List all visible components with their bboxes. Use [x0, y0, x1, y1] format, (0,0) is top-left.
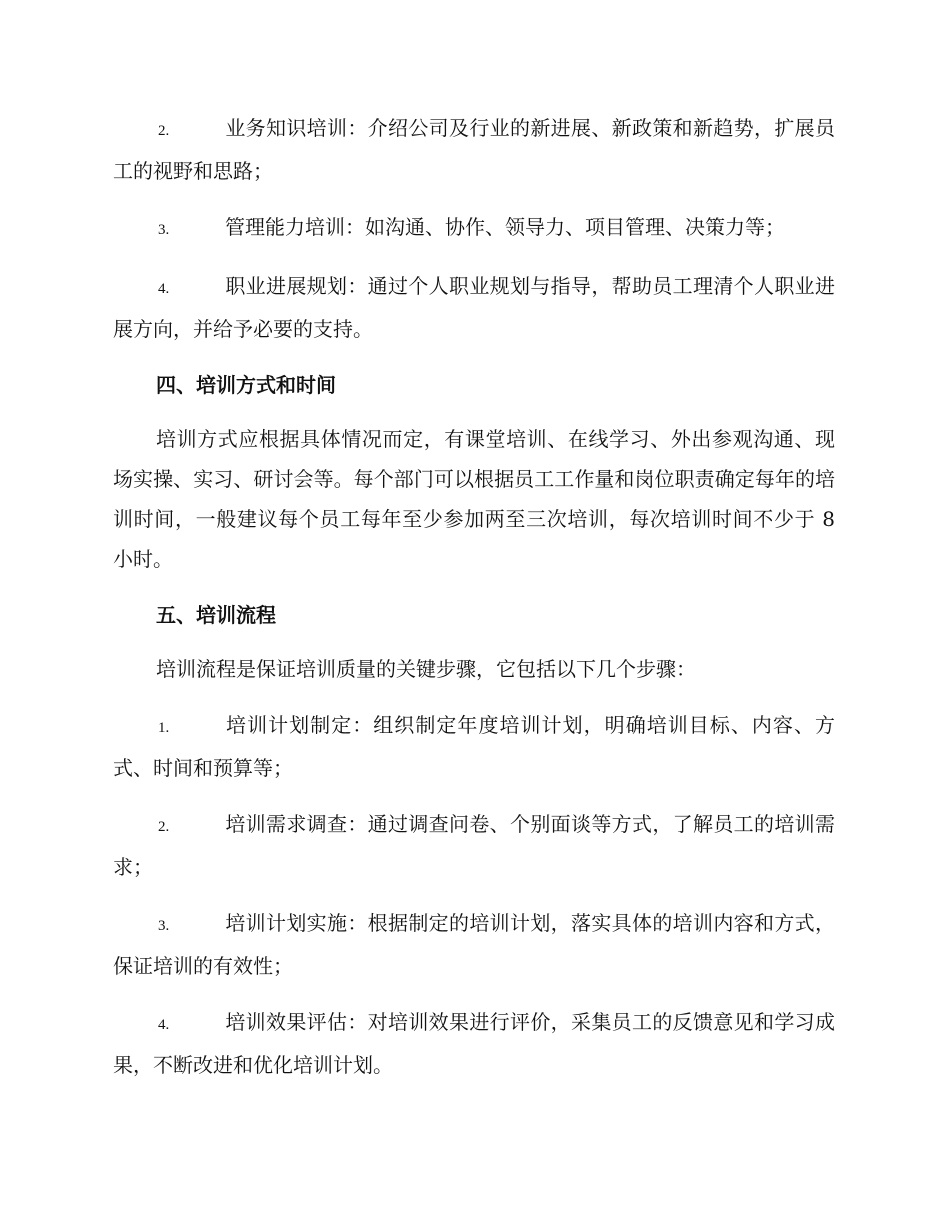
list-item-text: 职业进展规划：通过个人职业规划与指导，帮助员工理清个人职业进展方向，并给予必要的支持。 — [113, 274, 835, 341]
list-item-text: 业务知识培训：介绍公司及行业的新进展、新政策和新趋势，扩展员工的视野和思路； — [113, 116, 835, 183]
list-item — [113, 207, 835, 250]
list-item — [113, 804, 835, 887]
list-item-number: 4. — [158, 1017, 170, 1033]
list-item-number: 1. — [158, 720, 170, 736]
list-item — [113, 705, 835, 788]
list-item-text: 培训计划实施：根据制定的培训计划，落实具体的培训内容和方式，保证培训的有效性； — [113, 911, 835, 978]
list-item — [113, 266, 835, 349]
section-heading-training-process: 五、培训流程 — [156, 603, 276, 627]
list-item-text: 培训需求调查：通过调查问卷、个别面谈等方式，了解员工的培训需求； — [113, 812, 835, 879]
section-heading-training-methods: 四、培训方式和时间 — [156, 373, 336, 397]
list-item-text: 管理能力培训：如沟通、协作、领导力、项目管理、决策力等； — [225, 215, 785, 239]
list-item-text: 培训效果评估：对培训效果进行评价，采集员工的反馈意见和学习成果，不断改进和优化培训计划。 — [113, 1010, 835, 1077]
list-item — [113, 108, 835, 191]
document-body — [113, 108, 835, 1101]
list-item — [113, 903, 835, 986]
list-item-number: 3. — [158, 918, 170, 934]
list-item-number: 2. — [158, 123, 170, 139]
list-item-text: 培训计划制定：组织制定年度培训计划，明确培训目标、内容、方式、时间和预算等； — [113, 713, 835, 780]
list-item — [113, 1002, 835, 1085]
list-item-number: 2. — [158, 819, 170, 835]
list-item-number: 4. — [158, 281, 170, 297]
paragraph-training-process-intro: 培训流程是保证培训质量的关键步骤，它包括以下几个步骤： — [156, 657, 696, 681]
paragraph-training-methods: 培训方式应根据具体情况而定，有课堂培训、在线学习、外出参观沟通、现场实操、实习、研讨会等。每个部门可以根据员工工作量和岗位职责确定每年的培训时间，一般建议每个员工每年至少参加两至三次培训，每次培训时间不少于 8 小时。 — [113, 427, 835, 571]
list-item-number: 3. — [158, 222, 170, 238]
